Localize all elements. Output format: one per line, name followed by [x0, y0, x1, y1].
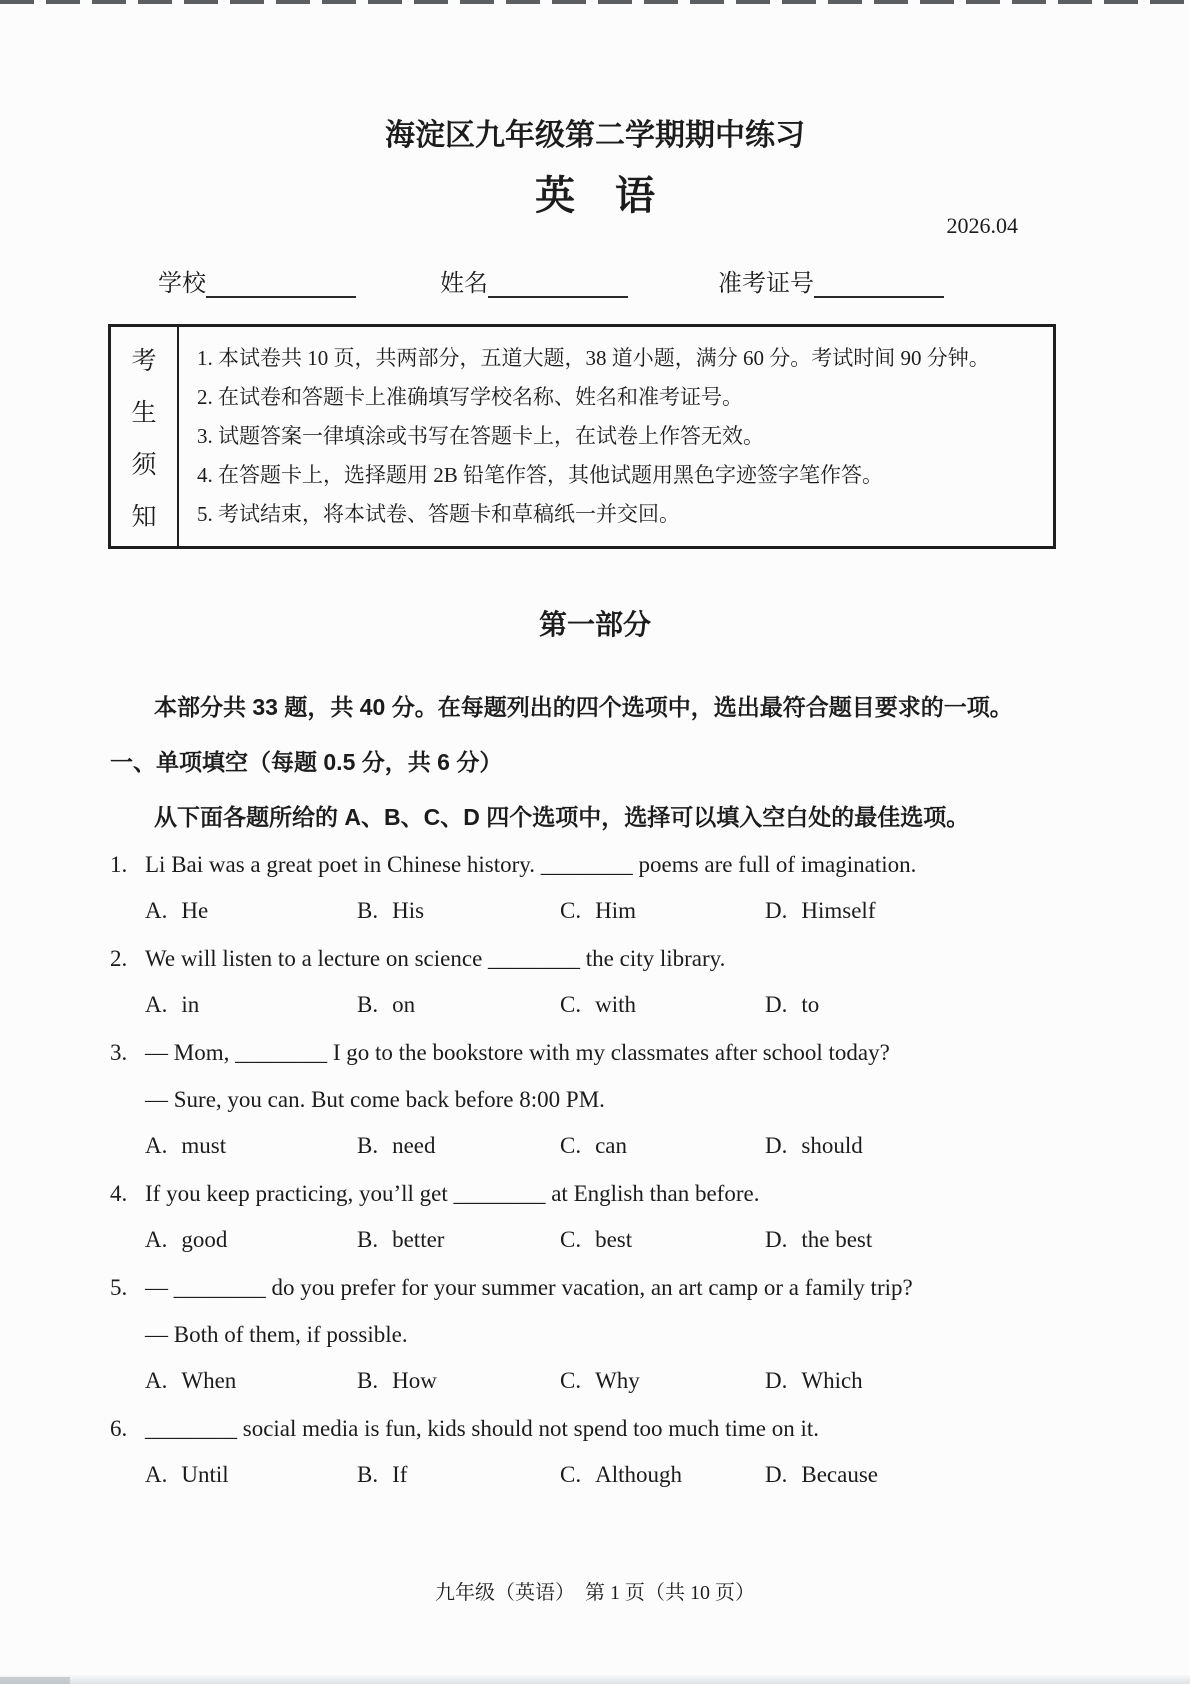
options-row — [145, 1225, 1190, 1255]
option-d: D. to — [765, 992, 820, 1017]
name-blank-line — [488, 270, 628, 298]
question-3 — [110, 1038, 1190, 1161]
option-b: B. better — [357, 1227, 445, 1252]
notice-side-char: 考 — [131, 347, 157, 375]
question-stem-line2: — Sure, you can. But come back before 8:00 PM. — [145, 1087, 605, 1112]
section1-instruction: 从下面各题所给的 A、B、C、D 四个选项中，选择可以填入空白处的最佳选项。 — [154, 804, 970, 830]
option-c: C. Him — [560, 898, 636, 923]
option-d: D. should — [765, 1133, 863, 1158]
question-number: 1. — [110, 852, 128, 877]
notice-side-char: 须 — [131, 451, 157, 479]
option-d: D. Himself — [765, 898, 876, 923]
question-number: 4. — [110, 1181, 128, 1206]
admission-number-field — [718, 263, 944, 298]
examinee-notice-side-label — [111, 327, 179, 546]
school-blank-line — [206, 270, 356, 298]
part1-intro: 本部分共 33 题，共 40 分。在每题列出的四个选项中，选出最符合题目要求的一项。 — [154, 694, 1013, 720]
option-a: A. in — [145, 992, 200, 1017]
question-6 — [110, 1414, 1190, 1490]
exam-subject-title: 英 语 — [535, 174, 655, 218]
options-row — [145, 1131, 1190, 1161]
option-b: B. need — [357, 1133, 436, 1158]
question-number: 3. — [110, 1040, 128, 1065]
option-c: C. best — [560, 1227, 633, 1252]
exam-title: 海淀区九年级第二学期期中练习 — [385, 119, 805, 152]
notice-item: 2. 在试卷和答题卡上准确填写学校名称、姓名和准考证号。 — [197, 385, 743, 409]
notice-side-char: 生 — [131, 399, 157, 427]
option-d: D. Which — [765, 1368, 863, 1393]
option-d: D. Because — [765, 1462, 879, 1487]
question-number: 2. — [110, 946, 128, 971]
name-field — [440, 263, 628, 298]
option-a: A. He — [145, 898, 209, 923]
page-footer: 九年级（英语） 第 1 页（共 10 页） — [435, 1582, 755, 1604]
options-row — [145, 1460, 1190, 1490]
part1-heading: 第一部分 — [538, 609, 651, 640]
scan-edge-artifact-corner — [0, 1677, 70, 1684]
notice-item: 3. 试题答案一律填涂或书写在答题卡上，在试卷上作答无效。 — [197, 424, 764, 448]
question-stem: We will listen to a lecture on science ________ the city library. — [145, 946, 726, 971]
scan-edge-artifact-top — [0, 0, 1190, 4]
question-2 — [110, 944, 1190, 1020]
option-c: C. Although — [560, 1462, 682, 1487]
notice-item: 1. 本试卷共 10 页，共两部分，五道大题，38 道小题，满分 60 分。考试时间 90 分钟。 — [197, 346, 990, 370]
option-b: B. His — [357, 898, 425, 923]
exam-date: 2026.04 — [946, 213, 1018, 238]
option-a: A. must — [145, 1133, 227, 1158]
examinee-notice-box — [108, 324, 1056, 549]
question-stem: — ________ do you prefer for your summer vacation, an art camp or a family trip? — [145, 1275, 913, 1300]
option-c: C. can — [560, 1133, 628, 1158]
option-b: B. If — [357, 1462, 408, 1487]
option-a: A. When — [145, 1368, 237, 1393]
notice-side-char: 知 — [131, 503, 157, 531]
admission-number-blank-line — [814, 270, 944, 298]
question-number: 5. — [110, 1275, 128, 1300]
question-5 — [110, 1273, 1190, 1396]
notice-item: 4. 在答题卡上，选择题用 2B 铅笔作答，其他试题用黑色字迹签字笔作答。 — [197, 463, 884, 487]
question-stem: ________ social media is fun, kids should not spend too much time on it. — [145, 1416, 819, 1441]
scan-edge-artifact-bottom — [0, 1675, 1190, 1684]
school-field-label: 学校 — [158, 271, 206, 297]
section1-title: 一、单项填空（每题 0.5 分，共 6 分） — [110, 749, 503, 775]
question-1 — [110, 850, 1190, 926]
name-field-label: 姓名 — [440, 271, 488, 297]
option-a: A. good — [145, 1227, 228, 1252]
options-row — [145, 990, 1190, 1020]
question-stem: — Mom, ________ I go to the bookstore with my classmates after school today? — [145, 1040, 890, 1065]
admission-number-field-label: 准考证号 — [718, 271, 814, 297]
school-field — [158, 263, 356, 298]
question-stem-line2: — Both of them, if possible. — [145, 1322, 408, 1347]
option-c: C. Why — [560, 1368, 640, 1393]
options-row — [145, 896, 1190, 926]
option-a: A. Until — [145, 1462, 229, 1487]
question-stem: Li Bai was a great poet in Chinese history. ________ poems are full of imagination. — [145, 852, 917, 877]
question-4 — [110, 1179, 1190, 1255]
question-number: 6. — [110, 1416, 128, 1441]
notice-item: 5. 考试结束，将本试卷、答题卡和草稿纸一并交回。 — [197, 502, 680, 526]
question-stem: If you keep practicing, you’ll get ________ at English than before. — [145, 1181, 760, 1206]
examinee-notice-list — [179, 327, 1053, 546]
option-c: C. with — [560, 992, 636, 1017]
options-row — [145, 1366, 1190, 1396]
candidate-fields-row — [158, 263, 1190, 298]
option-d: D. the best — [765, 1227, 873, 1252]
option-b: B. on — [357, 992, 416, 1017]
option-b: B. How — [357, 1368, 437, 1393]
